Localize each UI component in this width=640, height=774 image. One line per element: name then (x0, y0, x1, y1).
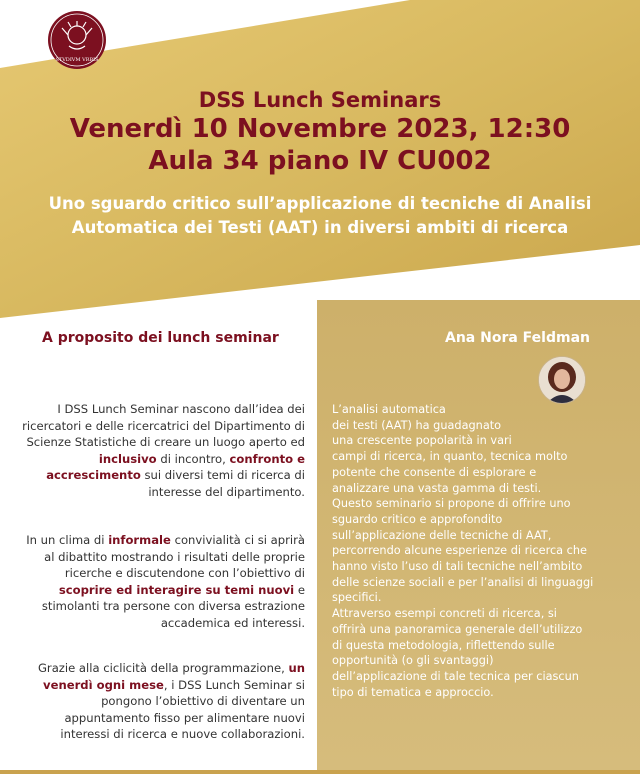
seal-motto: STVDIVM VRBIS (55, 57, 99, 63)
abstract-line: opportunità (o gli svantaggi) (332, 654, 494, 668)
abstract-line: offrirà una panoramica generale dell’utilizzo (332, 622, 583, 636)
event-room: Aula 34 piano IV CU002 (148, 146, 492, 176)
paragraph-text: I DSS Lunch Seminar nascono dall’idea dei ricercatori e delle ricercatrici del Dipartimento di Scienze Statistiche di creare un luogo aperto ed (22, 402, 305, 450)
speaker-name: Ana Nora Feldman (445, 330, 590, 346)
abstract-line: hanno visto l’uso di tali tecniche nell’ambito (332, 560, 583, 574)
abstract-line: potente che consente di esplorare e (332, 465, 537, 479)
abstract-line: sguardo critico e approfondito (332, 512, 503, 526)
abstract-line: dei testi (AAT) ha guadagnato (332, 418, 502, 432)
abstract-line: tipo di tematica e approccio. (332, 685, 494, 699)
talk-abstract (332, 402, 602, 700)
abstract-line: specifici. (332, 591, 382, 605)
paragraph-text: di incontro, (156, 451, 230, 466)
event-date: Venerdì 10 Novembre 2023, 12:30 (69, 114, 571, 144)
talk-title-line-1: Uno sguardo critico sull’applicazione di tecniche di Analisi (48, 194, 592, 213)
emphasis-text: scoprire ed interagire su temi nuovi (58, 582, 295, 597)
abstract-line: campi di ricerca, in quanto, tecnica molto (332, 450, 568, 464)
emphasis-text: informale (108, 533, 171, 547)
abstract-line: Attraverso esempi concreti di ricerca, si (332, 607, 557, 621)
abstract-line: Questo seminario si propone di offrire uno (332, 497, 571, 511)
abstract-line: percorrendo alcune esperienze di ricerca che (332, 544, 588, 558)
about-paragraph-3 (22, 660, 305, 743)
emphasis-text: un venerdì ogni mese (43, 661, 305, 692)
emphasis-text: inclusivo (98, 451, 157, 466)
bottom-strip (0, 770, 640, 774)
paragraph-text: In un clima di (26, 533, 109, 547)
paragraph-text: e stimolanti tra persone con diversa estrazione accademica ed interessi. (41, 582, 305, 630)
about-paragraph-2 (22, 532, 305, 632)
abstract-line: L’analisi automatica (332, 403, 446, 416)
paragraph-text: sui diversi temi di ricerca di interesse del dipartimento. (140, 468, 305, 499)
about-paragraph-1 (22, 401, 305, 501)
emphasis-text: confronto e accrescimento (46, 451, 305, 483)
seminar-series-title: DSS Lunch Seminars (198, 88, 442, 112)
talk-title (40, 192, 600, 240)
abstract-line: una crescente popolarità in vari (332, 434, 512, 448)
about-heading: A proposito dei lunch seminar (42, 330, 279, 346)
abstract-line: sull’applicazione delle tecniche di AAT, (332, 528, 552, 542)
abstract-line: di questa metodologia, riflettendo sulle (332, 638, 555, 652)
talk-title-line-2: Automatica dei Testi (AAT) in diversi ambiti di ricerca (71, 218, 569, 237)
paragraph-text: Grazie alla ciclicità della programmazione, (37, 661, 289, 675)
abstract-line: analizzare una vasta gamma di testi. (332, 481, 542, 495)
abstract-line: dell’applicazione di tale tecnica per ciascun (332, 669, 579, 683)
abstract-line: delle scienze sociali e per l’analisi di linguaggi (332, 575, 594, 589)
speaker-avatar (538, 356, 586, 404)
paragraph-text: convivialità ci si aprirà al dibattito mostrando i risultati delle proprie ricerche e discutendone con l’obiettivo di (44, 533, 305, 581)
university-seal-logo (47, 10, 107, 70)
paragraph-text: , i DSS Lunch Seminar si pongono l’obiettivo di diventare un appuntamento fisso per alimentare nuovi interessi di ricerca e nuove collaborazioni. (60, 677, 305, 742)
